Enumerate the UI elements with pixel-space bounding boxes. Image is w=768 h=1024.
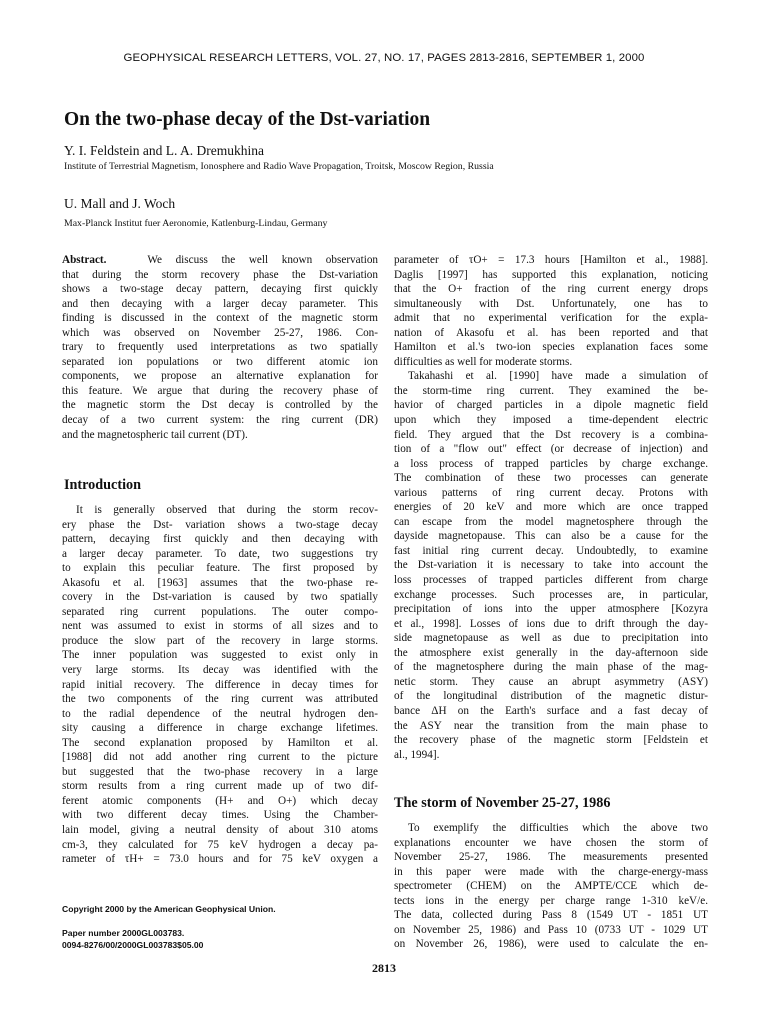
storm-section-heading: The storm of November 25-27, 1986 <box>394 795 611 811</box>
intro-line: ferent atomic components (H+ and O+) which decay <box>62 794 378 807</box>
right-line: bance ΔH on the Earth's surface and a fast decay of <box>394 704 708 717</box>
right-line: The combination of these two processes can generate <box>394 472 708 485</box>
abstract-line: and the magnetospheric tail current (DT). <box>62 428 248 441</box>
intro-line: separated ring current populations. The outer compo- <box>62 605 378 618</box>
abstract-line: and then decaying with a larger decay parameter. This <box>62 297 378 310</box>
intro-line: cm-3, they calculated for 75 keV hydrogen a decay pa- <box>62 838 378 851</box>
right-line: dayside magnetopause. This can also be a cause for the <box>394 530 708 543</box>
abstract-line: trary to frequently used interpretations as two spatially <box>62 341 378 354</box>
right-line: the atmosphere exist generally in the day-afternoon side <box>394 646 708 659</box>
abstract-line: separated ion populations or two different atomic ion <box>62 355 378 368</box>
right-line: the Dst-variation it is necessary to take into account the <box>394 559 708 572</box>
affiliation-1: Institute of Terrestrial Magnetism, Ionosphere and Radio Wave Propagation, Troitsk, Moscow Region, Russia <box>64 161 494 172</box>
storm-section-body <box>394 821 708 952</box>
right-line: havior of charged particles in a dipole magnetic field <box>394 399 708 412</box>
right-line: simultaneously with Dst. Unfortunately, one has to <box>394 297 708 310</box>
storm-line: spectrometer (CHEM) on the AMPTE/CCE which de- <box>394 880 708 893</box>
right-line: that the O+ fraction of the ring current energy drops <box>394 283 708 296</box>
introduction-heading: Introduction <box>64 477 141 493</box>
right-line: exchange processes. Such processes are, in particular, <box>394 588 708 601</box>
paper-title: On the two-phase decay of the Dst-variation <box>64 109 431 130</box>
intro-line: very large storms. Its decay was identified with the <box>62 664 378 677</box>
right-line: field. They argued that the Dst recovery is a combina- <box>394 428 708 441</box>
intro-line: rameter of τH+ = 73.0 hours and for 75 keV oxygen a <box>62 853 378 866</box>
introduction-body <box>62 503 378 867</box>
intro-line: The inner population was suggested to exist only in <box>62 649 378 662</box>
right-line: tion of a "flow out" effect (or decrease of injection) and <box>394 443 708 456</box>
intro-line: pattern, decaying first quickly and then decaying with <box>62 533 378 546</box>
abstract-line: decay of a two current system: the ring current (DR) <box>62 414 378 427</box>
storm-line: explanations encounter we have chosen the storm of <box>394 836 708 849</box>
storm-line: To exemplify the difficulties which the above two <box>408 822 708 834</box>
right-line: Hamilton et al.'s two-ion species explanation faces some <box>394 341 708 354</box>
intro-line: a larger decay parameter. To date, two suggestions try <box>62 547 378 560</box>
abstract-label: Abstract. <box>62 254 107 266</box>
intro-line: The second explanation proposed by Hamilton et al. <box>62 736 378 749</box>
right-line: Takahashi et al. [1990] have made a simulation of <box>408 370 708 383</box>
authors-group-1: Y. I. Feldstein and L. A. Dremukhina <box>64 143 264 158</box>
abstract-line: components, we propose an alternative explanation for <box>62 370 378 383</box>
right-line: fast initial ring current decay. Undoubtedly, to examine <box>394 544 708 557</box>
storm-line: November 25-27, 1986. The measurements presented <box>394 851 708 864</box>
right-line: difficulties as well for moderate storms. <box>394 355 573 368</box>
intro-line: sity causing a difference in charge exchange lifetimes. <box>62 722 378 735</box>
intro-line: but suggested that the two-phase recovery in a large <box>62 765 378 778</box>
abstract-line: Abstract. We discuss the well known observation <box>62 254 379 266</box>
intro-line: lain model, giving a neutral density of about 310 atoms <box>62 824 378 837</box>
intro-line: to explain this peculiar feature. The first proposed by <box>62 562 378 575</box>
intro-line: the two components of the ring current was attributed <box>62 693 378 706</box>
storm-line: on November 26, 1986), were used to calculate the en- <box>394 938 708 951</box>
abstract-line: finding is discussed in the context of the magnetic storm <box>62 312 378 325</box>
intro-line: produce the slow part of the recovery in large storms. <box>62 634 378 647</box>
issn-code: 0094-8276/00/2000GL003783$05.00 <box>62 940 204 950</box>
abstract-line: the magnetic storm the Dst decay is controlled by the <box>62 399 378 412</box>
page-number: 2813 <box>372 961 396 975</box>
right-line: of the longitudinal distribution of the magnetic distur- <box>394 690 708 703</box>
journal-header: GEOPHYSICAL RESEARCH LETTERS, VOL. 27, NO. 17, PAGES 2813-2816, SEPTEMBER 1, 2000 <box>123 52 645 64</box>
authors-group-2: U. Mall and J. Woch <box>64 196 176 211</box>
abstract <box>62 253 378 442</box>
right-line: the ASY near the transition from the main phase to <box>394 719 708 732</box>
paper-number: Paper number 2000GL003783. <box>62 928 185 938</box>
abstract-line: that during the storm recovery phase the Dst-variation <box>62 268 378 281</box>
intro-line: covery in the Dst-variation is caused by two spatially <box>62 591 378 604</box>
intro-line: Akasofu et al. [1963] assumes that the two-phase re- <box>62 576 378 589</box>
intro-line: [1988] did not add another ring current to the picture <box>62 751 378 764</box>
right-line: al., 1994]. <box>394 748 440 761</box>
intro-line: It is generally observed that during the storm recov- <box>76 504 378 516</box>
right-line: the recovery phase of the magnetic storm [Feldstein et <box>394 734 708 747</box>
right-line: a loss process of trapped particles by charge exchange. <box>394 457 708 470</box>
storm-line: The data, collected during Pass 8 (1549 UT - 1851 UT <box>394 909 708 922</box>
storm-line: in this paper were made with the charge-energy-mass <box>394 865 708 878</box>
right-line: side magnetopause as well as due to precipitation into <box>394 632 708 645</box>
right-line: energies of 20 keV and more which are once trapped <box>394 501 708 514</box>
affiliation-2: Max-Planck Institut fuer Aeronomie, Katlenburg-Lindau, Germany <box>64 218 328 229</box>
right-line: upon which they imposed a time-dependent electric <box>394 414 708 427</box>
right-line: admit that no experimental verification for the expla- <box>394 312 708 325</box>
abstract-line: this feature. We argue that during the recovery phase of <box>62 384 378 397</box>
right-line: et al., 1998]. Losses of ions due to drift through the day- <box>394 617 708 630</box>
right-line: various patterns of ring current decay. Protons with <box>394 486 708 499</box>
copyright-notice: Copyright 2000 by the American Geophysical Union. <box>62 904 276 914</box>
intro-line: storm results from a ring current made up of two dif- <box>62 780 378 793</box>
intro-line: ery phase the Dst- variation shows a two-stage decay <box>62 518 378 531</box>
right-line: Daglis [1997] has supported this explanation, noticing <box>394 268 708 281</box>
right-line: nation of Akasofu et al. has been reported and that <box>394 326 708 339</box>
right-line: loss processes of trapped particles different from charge <box>394 574 708 587</box>
right-line: netic storm. They cause an abrupt asymmetry (ASY) <box>394 675 708 688</box>
storm-line: on November 25, 1986) and Pass 10 (0733 UT - 1029 UT <box>394 923 708 936</box>
abstract-line: which was observed on November 25-27, 1986. Con- <box>62 326 378 339</box>
right-line: parameter of τO+ = 17.3 hours [Hamilton et al., 1988]. <box>394 254 708 266</box>
intro-line: to the radial dependence of the neutral hydrogen den- <box>62 707 378 720</box>
intro-line: rapid initial recovery. The difference in decay times for <box>62 678 378 691</box>
right-line: precipitation of ions into the upper atmosphere [Kozyra <box>394 603 708 616</box>
right-line: of the magnetosphere during the main phase of the mag- <box>394 661 708 674</box>
right-line: can escape from the model magnetosphere through the <box>394 515 708 528</box>
storm-line: tects ions in the energy per charge range 1-310 keV/e. <box>394 894 708 907</box>
right-column-body <box>394 253 708 762</box>
abstract-line: shows a two-stage decay pattern, decaying first quickly <box>62 283 378 296</box>
right-line: the storm-time ring current. They examined the be- <box>394 384 708 397</box>
intro-line: with two different decay times. Using the Chamber- <box>62 809 378 822</box>
intro-line: nent was assumed to exist in storms of all sizes and to <box>62 620 378 633</box>
